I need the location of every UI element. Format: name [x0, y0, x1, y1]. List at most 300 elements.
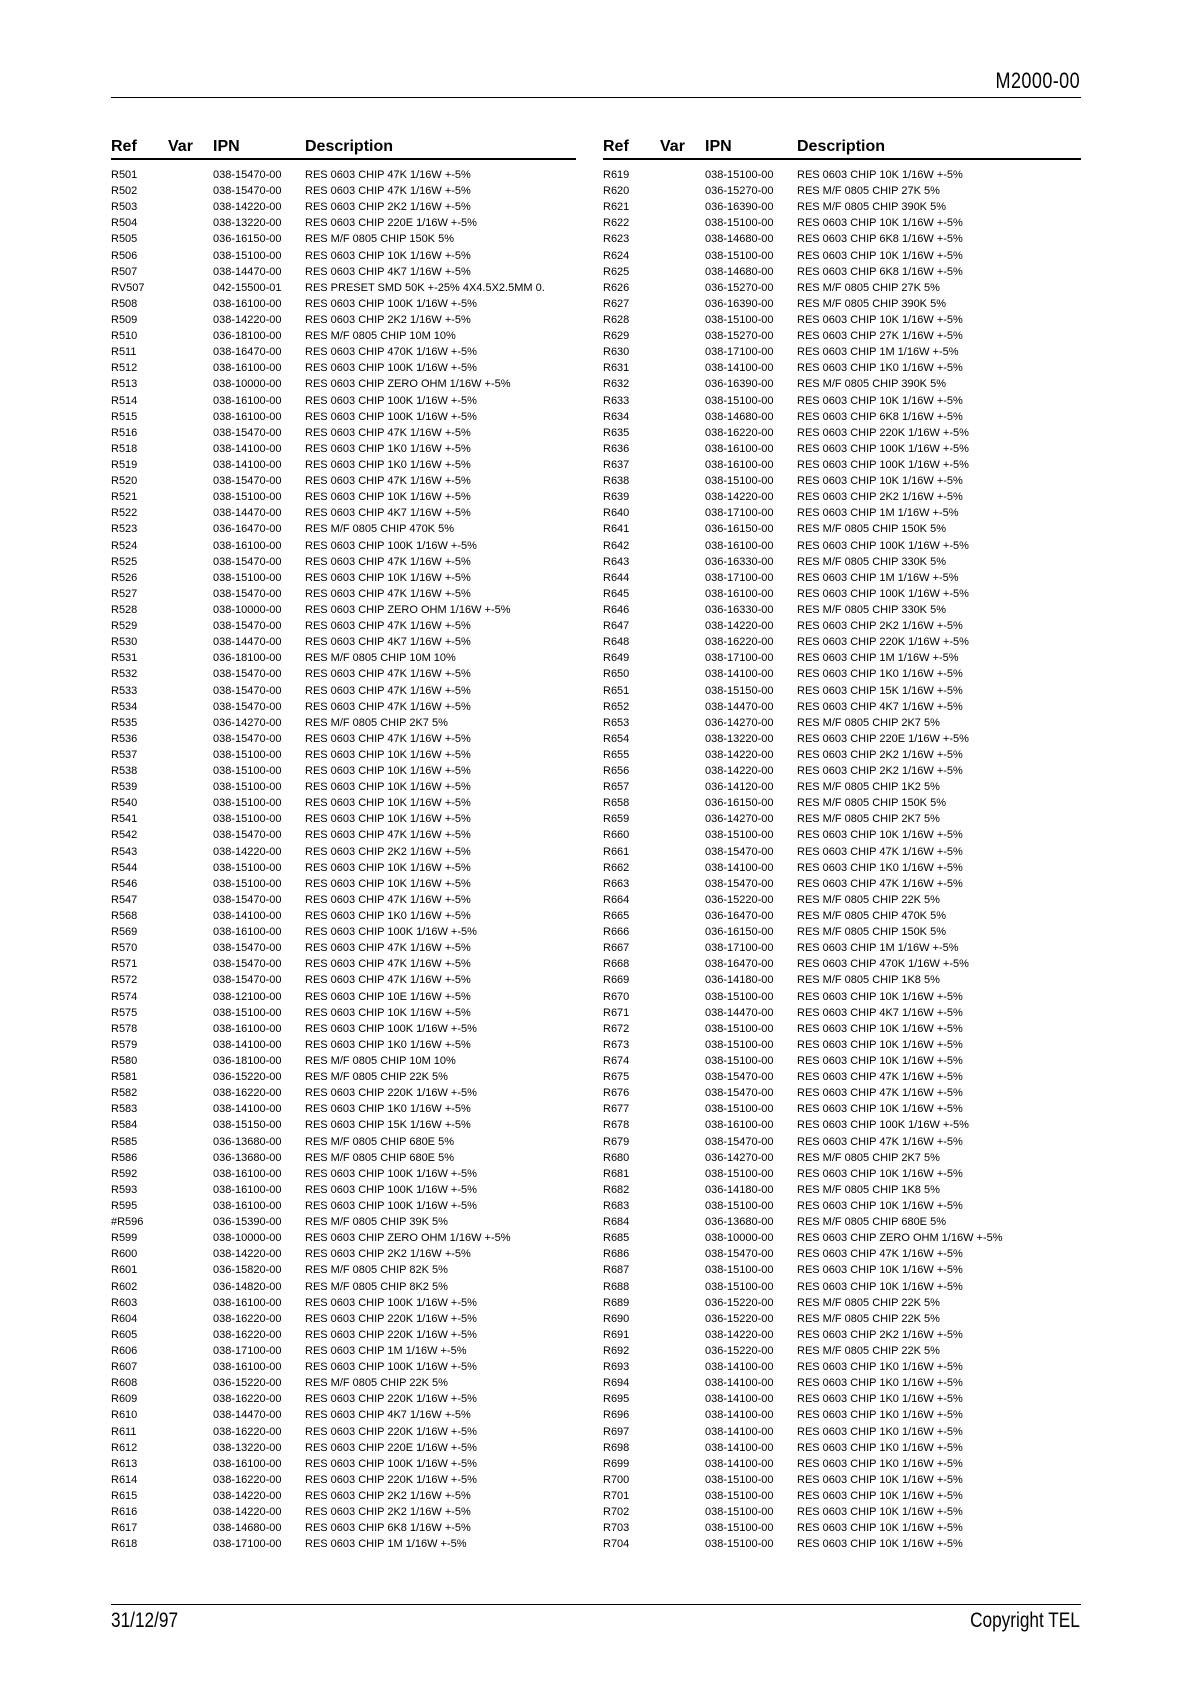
table-row — [603, 586, 1081, 602]
table-row — [603, 1359, 1081, 1375]
part-ipn: 038-10000-00 — [705, 1232, 774, 1245]
part-description: RES 0603 CHIP 1K0 1/16W +-5% — [305, 910, 471, 923]
part-ref: R674 — [603, 1055, 630, 1068]
part-ref: R686 — [603, 1248, 630, 1261]
table-row — [111, 1327, 576, 1343]
header-ref: Ref — [603, 138, 629, 155]
table-row — [111, 876, 576, 892]
part-description: RES 0603 CHIP 100K 1/16W +-5% — [797, 458, 969, 471]
part-ipn: 038-15470-00 — [213, 974, 282, 987]
part-ipn: 036-15220-00 — [705, 1296, 774, 1309]
part-ref: R665 — [603, 910, 630, 923]
table-row — [603, 602, 1081, 618]
part-ipn: 038-14100-00 — [213, 1103, 282, 1116]
part-description: RES 0603 CHIP 1K0 1/16W +-5% — [797, 668, 963, 681]
part-ipn: 038-15470-00 — [705, 1248, 774, 1261]
part-description: RES 0603 CHIP 2K2 1/16W +-5% — [797, 491, 963, 504]
table-row — [603, 1311, 1081, 1327]
part-ipn: 038-15100-00 — [705, 1489, 774, 1502]
part-ipn: 036-14820-00 — [213, 1280, 282, 1293]
part-ref: R666 — [603, 926, 630, 939]
part-description: RES 0603 CHIP 220K 1/16W +-5% — [305, 1312, 477, 1325]
part-ref: R570 — [111, 942, 138, 955]
part-ipn: 038-17100-00 — [213, 1344, 282, 1357]
part-ipn: 036-16150-00 — [705, 523, 774, 536]
table-row — [111, 280, 576, 296]
part-description: RES 0603 CHIP 100K 1/16W +-5% — [305, 410, 477, 423]
part-description: RES 0603 CHIP 1K0 1/16W +-5% — [797, 1409, 963, 1422]
part-ipn: 038-10000-00 — [213, 603, 282, 616]
part-ipn: 036-14180-00 — [705, 1183, 774, 1196]
part-ref: R695 — [603, 1393, 630, 1406]
part-ref: R655 — [603, 748, 630, 761]
table-row — [603, 1198, 1081, 1214]
part-ipn: 038-16100-00 — [213, 394, 282, 407]
part-ipn: 038-14220-00 — [213, 313, 282, 326]
part-ref: R602 — [111, 1280, 138, 1293]
part-ipn: 038-17100-00 — [705, 507, 774, 520]
table-row — [111, 1117, 576, 1133]
part-ipn: 038-15470-00 — [213, 587, 282, 600]
part-description: RES 0603 CHIP 220E 1/16W +-5% — [305, 217, 477, 230]
part-ipn: 038-14220-00 — [213, 201, 282, 214]
part-ipn: 038-16470-00 — [213, 346, 282, 359]
table-row — [603, 1069, 1081, 1085]
part-ipn: 038-15100-00 — [705, 394, 774, 407]
part-description: RES 0603 CHIP 100K 1/16W +-5% — [305, 362, 477, 375]
part-description: RES 0603 CHIP 27K 1/16W +-5% — [797, 330, 963, 343]
part-ref: R525 — [111, 555, 138, 568]
part-ipn: 038-10000-00 — [213, 378, 282, 391]
part-description: RES 0603 CHIP 100K 1/16W +-5% — [305, 1167, 477, 1180]
part-description: RES 0603 CHIP 1K0 1/16W +-5% — [305, 1103, 471, 1116]
part-description: RES 0603 CHIP 10K 1/16W +-5% — [797, 475, 963, 488]
part-description: RES 0603 CHIP 10K 1/16W +-5% — [305, 813, 471, 826]
table-row — [603, 473, 1081, 489]
table-row — [603, 892, 1081, 908]
part-ref: R514 — [111, 394, 138, 407]
table-row — [111, 1391, 576, 1407]
part-ipn: 038-16100-00 — [213, 926, 282, 939]
part-description: RES 0603 CHIP 1M 1/16W +-5% — [305, 1538, 467, 1551]
table-row — [603, 715, 1081, 731]
part-description: RES M/F 0805 CHIP 8K2 5% — [305, 1280, 448, 1293]
table-row — [603, 425, 1081, 441]
part-ref: R536 — [111, 732, 138, 745]
part-ref: R501 — [111, 169, 138, 181]
part-ref: RV507 — [111, 281, 145, 294]
part-description: RES 0603 CHIP 1M 1/16W +-5% — [797, 942, 959, 955]
part-ref: R538 — [111, 765, 138, 778]
part-description: RES 0603 CHIP 100K 1/16W +-5% — [797, 1119, 969, 1132]
part-ipn: 038-15100-00 — [213, 571, 282, 584]
table-row — [111, 1101, 576, 1117]
part-ref: R612 — [111, 1441, 138, 1454]
part-description: RES M/F 0805 CHIP 22K 5% — [797, 1344, 940, 1357]
table-row — [603, 538, 1081, 554]
part-ipn: 038-14470-00 — [213, 1409, 282, 1422]
part-description: RES 0603 CHIP 1M 1/16W +-5% — [797, 571, 959, 584]
part-ref: R632 — [603, 378, 630, 391]
part-ref: R579 — [111, 1038, 138, 1051]
part-ref: R520 — [111, 475, 138, 488]
table-row — [603, 666, 1081, 682]
table-row — [603, 1536, 1081, 1552]
table-row — [603, 570, 1081, 586]
part-ipn: 036-14120-00 — [705, 781, 774, 794]
part-ref: R623 — [603, 233, 630, 246]
part-ipn: 036-13680-00 — [213, 1135, 282, 1148]
part-ipn: 036-15220-00 — [213, 1377, 282, 1390]
part-description: RES M/F 0805 CHIP 1K8 5% — [797, 974, 940, 987]
part-ref: R646 — [603, 603, 630, 616]
part-ipn: 036-14270-00 — [705, 813, 774, 826]
part-ipn: 038-14470-00 — [213, 636, 282, 649]
part-ref: R619 — [603, 169, 630, 181]
part-ipn: 038-14100-00 — [705, 1361, 774, 1374]
part-description: RES 0603 CHIP 220K 1/16W +-5% — [305, 1473, 477, 1486]
part-description: RES M/F 0805 CHIP 470K 5% — [305, 523, 454, 536]
part-ref: R680 — [603, 1151, 630, 1164]
footer-date: 31/12/97 — [111, 1609, 179, 1632]
part-ref: R647 — [603, 620, 630, 633]
table-row — [603, 972, 1081, 988]
part-description: RES 0603 CHIP 10K 1/16W +-5% — [797, 394, 963, 407]
table-row — [603, 1375, 1081, 1391]
part-description: RES 0603 CHIP 100K 1/16W +-5% — [305, 1361, 477, 1374]
table-row — [111, 360, 576, 376]
part-ref: R583 — [111, 1103, 138, 1116]
part-ipn: 038-15470-00 — [705, 845, 774, 858]
part-ref: R600 — [111, 1248, 138, 1261]
table-row — [111, 376, 576, 392]
part-ipn: 038-15470-00 — [213, 958, 282, 971]
part-ipn: 038-13220-00 — [213, 1441, 282, 1454]
part-ref: R670 — [603, 990, 630, 1003]
part-description: RES 0603 CHIP 2K2 1/16W +-5% — [797, 748, 963, 761]
table-row — [111, 231, 576, 247]
part-ipn: 038-17100-00 — [213, 1538, 282, 1551]
part-ipn: 038-16220-00 — [705, 426, 774, 439]
table-row — [111, 554, 576, 570]
part-ipn: 038-16220-00 — [213, 1328, 282, 1341]
part-ipn: 038-14680-00 — [705, 233, 774, 246]
part-ref: R648 — [603, 636, 630, 649]
part-description: RES M/F 0805 CHIP 10M 10% — [305, 652, 456, 665]
part-description: RES M/F 0805 CHIP 150K 5% — [305, 233, 454, 246]
parts-list-left — [111, 167, 576, 1552]
table-row — [603, 1407, 1081, 1423]
part-ipn: 038-15100-00 — [213, 781, 282, 794]
part-description: RES 0603 CHIP 10K 1/16W +-5% — [797, 990, 963, 1003]
table-row — [111, 1311, 576, 1327]
part-ref: R685 — [603, 1232, 630, 1245]
part-description: RES 0603 CHIP 10K 1/16W +-5% — [797, 217, 963, 230]
table-row — [603, 505, 1081, 521]
part-ref: R542 — [111, 829, 138, 842]
table-row — [111, 570, 576, 586]
part-description: RES 0603 CHIP 1M 1/16W +-5% — [797, 652, 959, 665]
table-row — [111, 1150, 576, 1166]
part-description: RES M/F 0805 CHIP 2K7 5% — [797, 1151, 940, 1164]
table-row — [603, 699, 1081, 715]
document-id: M2000-00 — [995, 68, 1080, 93]
table-row — [603, 1214, 1081, 1230]
part-description: RES 0603 CHIP 2K2 1/16W +-5% — [305, 313, 471, 326]
part-description: RES 0603 CHIP 1K0 1/16W +-5% — [797, 1425, 963, 1438]
part-ref: R699 — [603, 1457, 630, 1470]
part-ipn: 038-16100-00 — [213, 362, 282, 375]
table-row — [603, 747, 1081, 763]
part-ref: R584 — [111, 1119, 138, 1132]
table-row — [111, 1456, 576, 1472]
part-ipn: 038-15100-00 — [213, 748, 282, 761]
table-row — [603, 1391, 1081, 1407]
table-row — [111, 586, 576, 602]
part-ipn: 038-16100-00 — [213, 1296, 282, 1309]
part-description: RES 0603 CHIP 4K7 1/16W +-5% — [305, 507, 471, 520]
table-row — [111, 1295, 576, 1311]
part-description: RES 0603 CHIP 47K 1/16W +-5% — [305, 893, 471, 906]
header-var: Var — [168, 138, 193, 155]
part-ref: R677 — [603, 1103, 630, 1116]
part-ref: R604 — [111, 1312, 138, 1325]
part-ref: R599 — [111, 1232, 138, 1245]
table-row — [111, 1005, 576, 1021]
part-ref: R617 — [111, 1522, 138, 1535]
part-description: RES 0603 CHIP 47K 1/16W +-5% — [305, 700, 471, 713]
part-ref: R575 — [111, 1006, 138, 1019]
table-row — [603, 1456, 1081, 1472]
table-row — [111, 1085, 576, 1101]
part-ref: R640 — [603, 507, 630, 520]
part-description: RES 0603 CHIP 1K0 1/16W +-5% — [797, 1441, 963, 1454]
table-row — [603, 554, 1081, 570]
part-ipn: 038-15470-00 — [705, 1071, 774, 1084]
part-ipn: 038-15150-00 — [213, 1119, 282, 1132]
part-ref: R669 — [603, 974, 630, 987]
table-row — [111, 715, 576, 731]
part-ref: R529 — [111, 620, 138, 633]
table-row — [111, 1021, 576, 1037]
part-ipn: 036-15220-00 — [705, 893, 774, 906]
part-description: RES 0603 CHIP 10K 1/16W +-5% — [305, 249, 471, 262]
part-ipn: 038-15100-00 — [705, 475, 774, 488]
part-ipn: 038-15100-00 — [213, 765, 282, 778]
table-row — [111, 747, 576, 763]
part-description: RES M/F 0805 CHIP 390K 5% — [797, 378, 946, 391]
part-ipn: 038-15470-00 — [213, 700, 282, 713]
part-description: RES M/F 0805 CHIP 2K7 5% — [305, 716, 448, 729]
table-row — [111, 1359, 576, 1375]
part-ref: R622 — [603, 217, 630, 230]
table-row — [111, 618, 576, 634]
part-ref: R509 — [111, 313, 138, 326]
part-description: RES 0603 CHIP 10K 1/16W +-5% — [797, 1280, 963, 1293]
part-description: RES 0603 CHIP 10K 1/16W +-5% — [305, 491, 471, 504]
part-ref: R547 — [111, 893, 138, 906]
part-ref: R523 — [111, 523, 138, 536]
part-ipn: 038-14100-00 — [705, 362, 774, 375]
table-row — [111, 1536, 576, 1552]
part-ref: R586 — [111, 1151, 138, 1164]
part-ref: R609 — [111, 1393, 138, 1406]
part-ipn: 038-14470-00 — [705, 1006, 774, 1019]
part-ref: R582 — [111, 1087, 138, 1100]
part-ipn: 038-16100-00 — [213, 1167, 282, 1180]
part-ref: R663 — [603, 877, 630, 890]
table-row — [603, 940, 1081, 956]
part-description: RES 0603 CHIP 100K 1/16W +-5% — [797, 442, 969, 455]
part-ref: R684 — [603, 1216, 630, 1229]
part-ref: R544 — [111, 861, 138, 874]
part-description: RES 0603 CHIP 10K 1/16W +-5% — [797, 1038, 963, 1051]
part-description: RES 0603 CHIP 2K2 1/16W +-5% — [797, 620, 963, 633]
part-ref: R637 — [603, 458, 630, 471]
part-description: RES 0603 CHIP 47K 1/16W +-5% — [797, 877, 963, 890]
parts-column-right — [603, 138, 1081, 1552]
table-row — [111, 972, 576, 988]
part-ipn: 038-15100-00 — [705, 1264, 774, 1277]
part-description: RES M/F 0805 CHIP 1K2 5% — [797, 781, 940, 794]
part-description: RES 0603 CHIP 4K7 1/16W +-5% — [305, 265, 471, 278]
part-ipn: 038-15100-00 — [705, 1522, 774, 1535]
part-ipn: 036-18100-00 — [213, 1055, 282, 1068]
part-ipn: 038-15100-00 — [705, 249, 774, 262]
part-ipn: 038-14100-00 — [705, 861, 774, 874]
part-ref: R508 — [111, 297, 138, 310]
part-description: RES 0603 CHIP 47K 1/16W +-5% — [305, 587, 471, 600]
part-description: RES 0603 CHIP 10K 1/16W +-5% — [305, 748, 471, 761]
part-description: RES 0603 CHIP 47K 1/16W +-5% — [797, 1087, 963, 1100]
part-description: RES M/F 0805 CHIP 22K 5% — [305, 1071, 448, 1084]
table-row — [603, 1327, 1081, 1343]
part-ipn: 038-14100-00 — [705, 1393, 774, 1406]
part-description: RES 0603 CHIP 47K 1/16W +-5% — [305, 958, 471, 971]
part-ref: R511 — [111, 346, 137, 359]
part-ipn: 036-16390-00 — [705, 297, 774, 310]
part-ipn: 038-14100-00 — [705, 1457, 774, 1470]
table-row — [111, 1069, 576, 1085]
table-row — [603, 1488, 1081, 1504]
part-ipn: 038-14100-00 — [705, 668, 774, 681]
table-row — [111, 473, 576, 489]
part-description: RES 0603 CHIP 10K 1/16W +-5% — [797, 829, 963, 842]
table-row — [111, 344, 576, 360]
table-row — [603, 1262, 1081, 1278]
part-ref: R692 — [603, 1344, 630, 1357]
part-ref: R702 — [603, 1506, 630, 1519]
table-row — [603, 731, 1081, 747]
part-ipn: 038-16100-00 — [705, 442, 774, 455]
part-ipn: 038-14100-00 — [705, 1377, 774, 1390]
part-ref: R671 — [603, 1006, 630, 1019]
part-ref: R535 — [111, 716, 138, 729]
part-ref: R633 — [603, 394, 630, 407]
table-row — [603, 763, 1081, 779]
part-ref: R697 — [603, 1425, 630, 1438]
part-ref: R698 — [603, 1441, 630, 1454]
table-row — [111, 264, 576, 280]
part-ipn: 038-13220-00 — [213, 217, 282, 230]
part-ref: R696 — [603, 1409, 630, 1422]
part-ipn: 036-15220-00 — [705, 1344, 774, 1357]
table-row — [111, 650, 576, 666]
part-ipn: 038-15470-00 — [705, 877, 774, 890]
table-row — [603, 779, 1081, 795]
part-description: RES M/F 0805 CHIP 10M 10% — [305, 330, 456, 343]
part-description: RES 0603 CHIP 10K 1/16W +-5% — [305, 861, 471, 874]
table-row — [111, 827, 576, 843]
part-description: RES 0603 CHIP 47K 1/16W +-5% — [305, 555, 471, 568]
part-description: RES 0603 CHIP 1M 1/16W +-5% — [797, 346, 959, 359]
part-ipn: 038-14220-00 — [705, 748, 774, 761]
part-ref: R693 — [603, 1361, 630, 1374]
part-ref: R537 — [111, 748, 138, 761]
table-row — [603, 296, 1081, 312]
part-ipn: 038-15470-00 — [213, 732, 282, 745]
table-row — [603, 521, 1081, 537]
part-ref: #R596 — [111, 1216, 144, 1229]
table-row — [603, 844, 1081, 860]
part-ipn: 038-14220-00 — [213, 845, 282, 858]
part-ref: R691 — [603, 1328, 630, 1341]
part-ref: R603 — [111, 1296, 138, 1309]
part-ref: R504 — [111, 217, 138, 230]
part-ipn: 036-16470-00 — [705, 910, 774, 923]
part-ref: R534 — [111, 700, 138, 713]
part-ref: R704 — [603, 1538, 630, 1551]
table-row — [603, 312, 1081, 328]
part-ipn: 038-15100-00 — [705, 1473, 774, 1486]
part-ipn: 038-15100-00 — [213, 861, 282, 874]
part-ref: R700 — [603, 1473, 630, 1486]
part-description: RES 0603 CHIP 10K 1/16W +-5% — [797, 313, 963, 326]
table-row — [603, 827, 1081, 843]
part-ipn: 038-15270-00 — [705, 330, 774, 343]
part-ref: R618 — [111, 1538, 138, 1551]
part-ref: R660 — [603, 829, 630, 842]
part-ref: R574 — [111, 990, 138, 1003]
table-row — [603, 989, 1081, 1005]
part-ref: R639 — [603, 491, 630, 504]
table-row — [603, 1295, 1081, 1311]
part-ipn: 038-16100-00 — [705, 587, 774, 600]
part-description: RES 0603 CHIP 1K0 1/16W +-5% — [305, 1038, 471, 1051]
part-ref: R611 — [111, 1425, 137, 1438]
part-description: RES M/F 0805 CHIP 150K 5% — [797, 797, 946, 810]
part-ipn: 038-15100-00 — [705, 1055, 774, 1068]
part-ipn: 038-16100-00 — [213, 1361, 282, 1374]
part-ipn: 036-15270-00 — [705, 185, 774, 198]
part-description: RES 0603 CHIP 100K 1/16W +-5% — [305, 1200, 477, 1212]
table-row — [603, 1166, 1081, 1182]
part-ipn: 038-15470-00 — [213, 185, 282, 198]
part-description: RES M/F 0805 CHIP 390K 5% — [797, 201, 946, 214]
table-row — [603, 811, 1081, 827]
part-description: RES 0603 CHIP 100K 1/16W +-5% — [305, 1296, 477, 1309]
table-row — [603, 1440, 1081, 1456]
part-description: RES 0603 CHIP 100K 1/16W +-5% — [305, 1457, 477, 1470]
part-ref: R614 — [111, 1473, 138, 1486]
part-ref: R528 — [111, 603, 138, 616]
part-description: RES M/F 0805 CHIP 150K 5% — [797, 523, 946, 536]
part-ref: R635 — [603, 426, 630, 439]
part-description: RES 0603 CHIP 100K 1/16W +-5% — [305, 539, 477, 552]
part-ipn: 038-12100-00 — [213, 990, 282, 1003]
part-ref: R689 — [603, 1296, 630, 1309]
table-row — [111, 940, 576, 956]
